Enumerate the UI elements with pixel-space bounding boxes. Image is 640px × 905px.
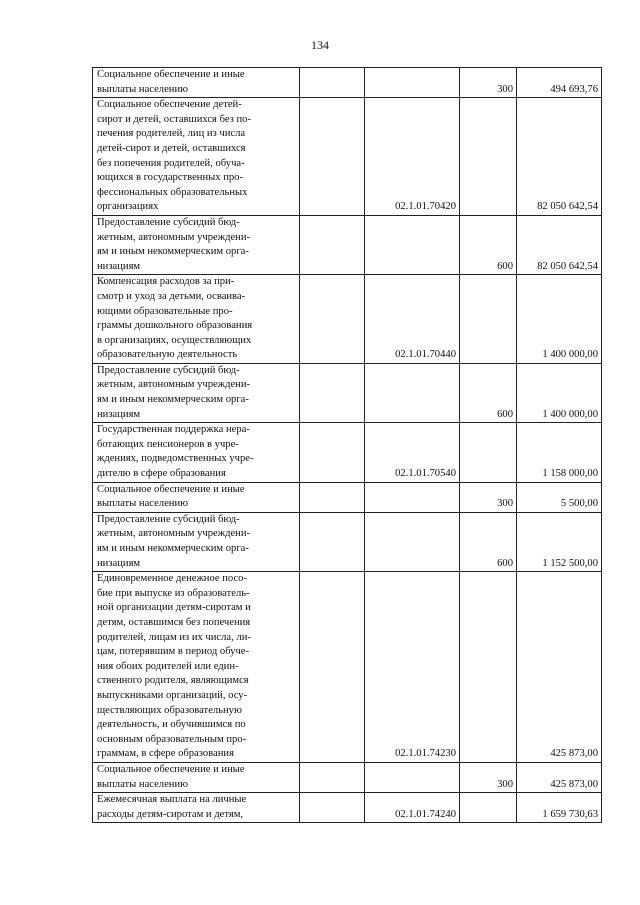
table-row (93, 423, 602, 482)
expense-name-line: Социальное обеспечение и иные (97, 69, 245, 80)
expense-name-line: цам, потерявшим в период обуче- (97, 646, 250, 658)
expense-name-line: Государственная поддержка нера- (97, 424, 250, 436)
expense-name-line: детям, оставшимся без попечения (97, 616, 251, 628)
expense-name-line: выплаты населению (97, 778, 189, 790)
amount-cell: 425 873,00 (517, 762, 602, 792)
amount-cell: 425 873,00 (517, 572, 602, 763)
expense-name (97, 793, 296, 822)
table-row (93, 572, 602, 763)
expense-name (97, 364, 296, 422)
expense-name-line: деятельность, и обучившимся по (97, 719, 246, 731)
expense-type-code-cell: 300 (460, 68, 517, 98)
expense-name-line: ям и иным некоммерческим орга- (97, 246, 249, 258)
expense-name-line: низациям (97, 557, 141, 569)
expense-name-cell (93, 512, 300, 571)
target-code-cell (365, 363, 460, 422)
empty-cell (300, 793, 365, 823)
target-code-cell: 02.1.01.74230 (365, 572, 460, 763)
expense-name-line: в организациях, осуществляющих (97, 334, 252, 346)
expense-name-line: Ежемесячная выплата на личные (97, 794, 247, 806)
expense-name-line: сирот и детей, оставшихся без по- (97, 113, 251, 125)
amount-cell: 5 500,00 (517, 482, 602, 512)
budget-table (92, 67, 602, 823)
expense-type-code-cell: 600 (460, 512, 517, 571)
expense-type-code-cell (460, 98, 517, 216)
expense-name-line: ющими образовательные про- (97, 305, 233, 317)
page-number: 134 (311, 38, 329, 52)
expense-name-line: дителю в сфере образования (97, 468, 226, 480)
expense-name-cell (93, 762, 300, 792)
expense-type-code-cell (460, 793, 517, 823)
expense-type-code-cell: 300 (460, 482, 517, 512)
table-row (93, 762, 602, 792)
amount-cell: 82 050 642,54 (517, 98, 602, 216)
expense-name-line: жетным, автономным учреждени- (97, 379, 251, 391)
empty-cell (300, 98, 365, 216)
table-row (93, 98, 602, 216)
expense-name-line: ям и иным некоммерческим орга- (97, 394, 249, 406)
amount-cell: 82 050 642,54 (517, 215, 602, 274)
expense-name-line: ществляющих образовательную (97, 704, 242, 716)
expense-name-cell (93, 98, 300, 216)
table-row (93, 275, 602, 364)
amount-cell: 1 152 500,00 (517, 512, 602, 571)
expense-name-line: Социальное обеспечение детей- (97, 99, 242, 111)
expense-name-line: смотр и уход за детьми, осваива- (97, 290, 246, 302)
expense-type-code-cell (460, 423, 517, 482)
expense-name (97, 216, 296, 274)
expense-name-line: выпускниками организаций, осу- (97, 689, 248, 701)
expense-name (97, 275, 296, 363)
target-code-cell (365, 215, 460, 274)
expense-type-code-cell: 600 (460, 363, 517, 422)
expense-name-cell (93, 793, 300, 823)
empty-cell (300, 68, 365, 98)
expense-name-line: ной организации детям-сиротам и (97, 602, 251, 614)
expense-name-line: выплаты населению (97, 83, 189, 95)
amount-cell: 1 659 730,63 (517, 793, 602, 823)
expense-name-line: ния обоих родителей или един- (97, 660, 239, 672)
expense-name-line: печения родителей, лиц из числа (97, 128, 246, 140)
expense-name-line: родителей, лицам из их числа, ли- (97, 631, 251, 643)
expense-name-line: бие при выпуске из образователь- (97, 587, 250, 599)
expense-name-line: Предоставление субсидий бюд- (97, 364, 240, 376)
expense-name-line: Компенсация расходов за при- (97, 276, 235, 288)
expense-name-cell (93, 423, 300, 482)
table-row (93, 793, 602, 823)
expense-type-code-cell (460, 275, 517, 364)
expense-name (97, 98, 296, 215)
expense-type-code-cell: 300 (460, 762, 517, 792)
expense-name-line: организациях (97, 201, 159, 213)
table-row (93, 68, 602, 98)
expense-name-line: основным образовательным про- (97, 733, 247, 745)
expense-name-cell (93, 275, 300, 364)
expense-name-line: без попечения родителей, обуча- (97, 157, 245, 169)
empty-cell (300, 762, 365, 792)
expense-name-line: ям и иным некоммерческим орга- (97, 543, 249, 554)
expense-name (97, 572, 296, 762)
expense-name-line: жетным, автономным учреждени- (97, 528, 251, 540)
expense-name-line: выплаты населению (97, 498, 189, 510)
expense-name-line: граммам, в сфере образования (97, 748, 234, 760)
expense-name-line: ждениях, подведомственных учре- (97, 453, 254, 465)
expense-name-line: Единовременное денежное посо- (97, 573, 248, 585)
expense-name-line: Предоставление субсидий бюд- (97, 216, 240, 228)
expense-name-line: ющихся в государственных про- (97, 172, 243, 184)
target-code-cell (365, 512, 460, 571)
target-code-cell: 02.1.01.74240 (365, 793, 460, 823)
expense-name-line: Предоставление субсидий бюд- (97, 513, 240, 525)
target-code-cell: 02.1.01.70440 (365, 275, 460, 364)
expense-name-line: жетным, автономным учреждени- (97, 231, 251, 243)
expense-name-line: Социальное обеспечение и иные (97, 763, 245, 775)
expense-name-cell (93, 363, 300, 422)
amount-cell: 1 400 000,00 (517, 363, 602, 422)
amount-cell: 1 400 000,00 (517, 275, 602, 364)
target-code-cell (365, 482, 460, 512)
expense-name-line: фессиональных образовательных (97, 186, 248, 198)
expense-name-line: детей-сирот и детей, оставшихся (97, 142, 246, 154)
expense-name-cell (93, 68, 300, 98)
expense-name (97, 513, 296, 571)
empty-cell (300, 215, 365, 274)
expense-name-cell (93, 572, 300, 763)
budget-table-body (93, 68, 602, 823)
target-code-cell: 02.1.01.70540 (365, 423, 460, 482)
target-code-cell (365, 762, 460, 792)
expense-name-line: Социальное обеспечение и иные (97, 483, 245, 495)
empty-cell (300, 482, 365, 512)
target-code-cell: 02.1.01.70420 (365, 98, 460, 216)
amount-cell: 1 158 000,00 (517, 423, 602, 482)
empty-cell (300, 572, 365, 763)
expense-name (97, 68, 296, 97)
table-row (93, 482, 602, 512)
empty-cell (300, 363, 365, 422)
expense-name-cell (93, 215, 300, 274)
expense-name-cell (93, 482, 300, 512)
table-row (93, 512, 602, 571)
amount-cell: 494 693,76 (517, 68, 602, 98)
expense-name-line: низациям (97, 260, 141, 272)
expense-name-line: низациям (97, 408, 141, 420)
empty-cell (300, 512, 365, 571)
expense-name-line: граммы дошкольного образования (97, 320, 253, 332)
expense-name (97, 423, 296, 481)
expense-name-line: расходы детям-сиротам и детям, (97, 808, 244, 820)
target-code-cell (365, 68, 460, 98)
expense-name (97, 483, 296, 512)
expense-name-line: ственного родителя, являющимся (97, 675, 249, 687)
expense-type-code-cell: 600 (460, 215, 517, 274)
expense-name (97, 763, 296, 792)
table-row (93, 215, 602, 274)
expense-type-code-cell (460, 572, 517, 763)
table-row (93, 363, 602, 422)
empty-cell (300, 275, 365, 364)
expense-name-line: ботающих пенсионеров в учре- (97, 438, 239, 450)
empty-cell (300, 423, 365, 482)
expense-name-line: образовательную деятельность (97, 349, 238, 361)
